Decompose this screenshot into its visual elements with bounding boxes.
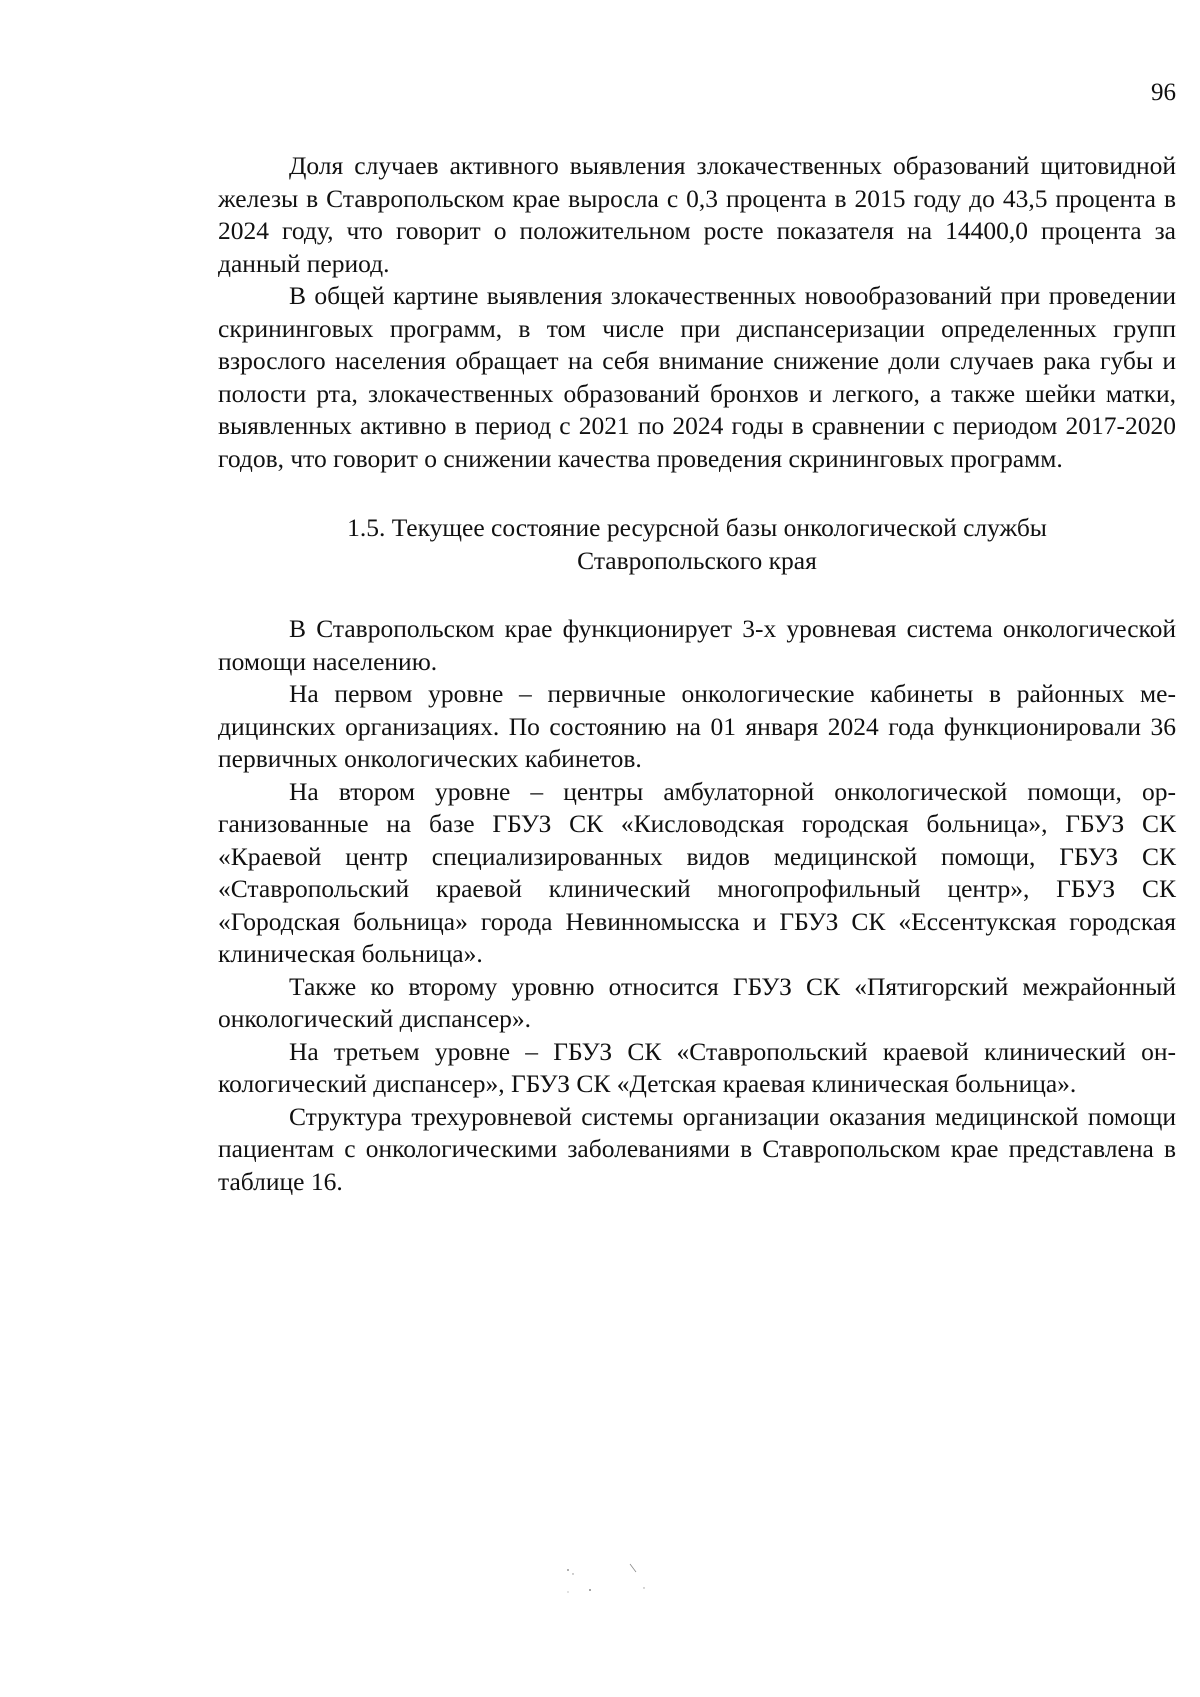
paragraph-screening-overview: В общей картине выявления злокачественных новообразований при проведении скрининговых программ, в том числе при диспансеризации определенных групп взрослого населения обращает на себя внимание снижение доли случаев рака губы и полости рта, злокачественных образований бронхов и легкого, а также шейки матки, выявленных активно в период с 2021 по 2024 годы в сравнении с периодом 2017-2020 годов, что говорит о снижении качества проведения скрининговых программ. — [218, 281, 1176, 473]
section-heading — [218, 511, 1176, 577]
section-heading-line-1: 1.5. Текущее состояние ресурсной базы онкологической службы — [347, 513, 1047, 542]
section-heading-line-2: Ставропольского края — [577, 546, 817, 575]
paragraph-structure-reference: Структура трехуровневой системы организации оказания медицинской помощи пациентам с онкологическими заболеваниями в Ставропольском крае представлена в таблице 16. — [218, 1101, 1176, 1196]
paragraph-first-level: На первом уровне – первичные онкологические кабинеты в районных медицинских организациях. По состоянию на 01 января 2024 года функционировали 36 первичных онкологических кабинетов. — [218, 679, 1176, 773]
paragraph-second-level-extra: Также ко второму уровню относится ГБУЗ СК «Пятигорский межрайонный онкологический диспансер». — [218, 971, 1176, 1033]
paragraph-third-level: На третьем уровне – ГБУЗ СК «Ставропольский краевой клинический онкологический диспансер», ГБУЗ СК «Детская краевая клиническая больница». — [218, 1036, 1176, 1098]
paragraph-thyroid-detection: Доля случаев активного выявления злокачественных образований щитовидной железы в Ставропольском крае выросла с 0,3 процента в 2015 году до 43,5 процента в 2024 году, что говорит о положительном росте показателя на 14400,0 процента за данный период. — [218, 151, 1176, 278]
paragraph-three-level-system: В Ставропольском крае функционирует 3-х уровневая система онкологической помощи населению. — [218, 614, 1176, 676]
page-number: 96 — [1151, 79, 1176, 106]
document-body — [218, 150, 1176, 1198]
scan-artifact-marks — [560, 1560, 680, 1600]
paragraph-second-level: На втором уровне – центры амбулаторной онкологической помощи, организованные на базе ГБУЗ СК «Кисловодская городская больница», ГБУЗ СК «Краевой центр специализированных видов медицинской помощи, ГБУЗ СК «Ставропольский краевой клинический многопрофильный центр», ГБУЗ СК «Городская больница» города Невинномысска и ГБУЗ СК «Ессентукская городская клиническая больница». — [218, 776, 1176, 968]
